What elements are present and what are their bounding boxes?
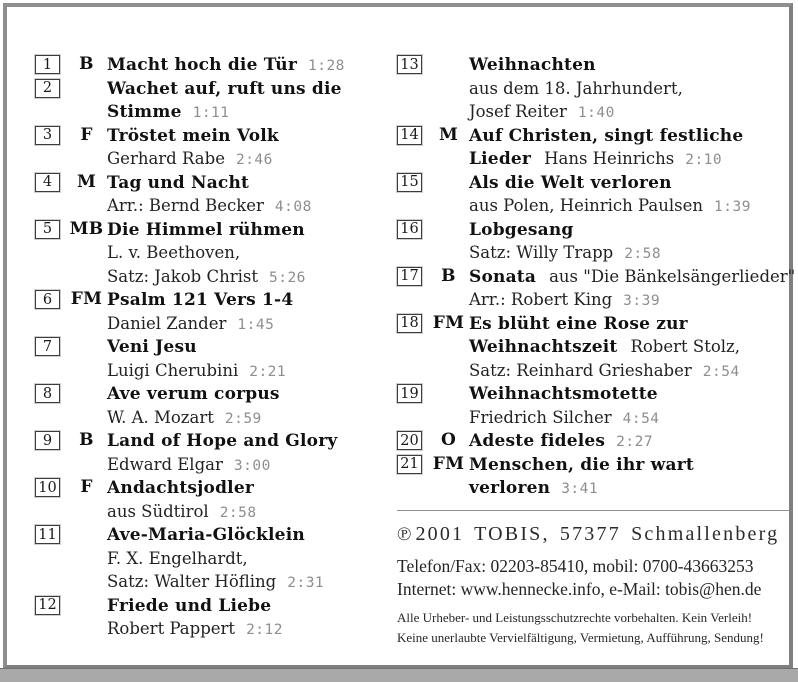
track-row xyxy=(35,523,389,594)
track-code: MB xyxy=(69,218,104,239)
track-row xyxy=(397,124,790,171)
track-number-cell xyxy=(397,453,428,500)
track-line xyxy=(469,476,790,500)
track-credit: aus dem 18. Jahrhundert, xyxy=(469,78,683,98)
track-lines xyxy=(107,77,389,124)
track-line xyxy=(469,335,790,359)
track-credit: aus "Die Bänkelsängerlieder" xyxy=(549,266,796,286)
track-number-box: 2 xyxy=(35,79,60,98)
track-lines xyxy=(469,382,790,429)
track-line xyxy=(107,265,389,289)
track-number-cell xyxy=(35,288,66,335)
track-line xyxy=(469,194,790,218)
phonogram-icon: ℗ xyxy=(397,523,412,545)
track-line xyxy=(469,241,790,265)
track-code xyxy=(66,523,107,594)
track-lines xyxy=(469,265,796,312)
track-credit: aus Südtirol xyxy=(107,501,209,521)
track-title: Psalm 121 Vers 1-4 xyxy=(107,290,294,310)
track-title: Macht hoch die Tür xyxy=(107,55,297,75)
track-title: Lieder xyxy=(469,149,532,169)
track-title: Ave verum corpus xyxy=(107,384,280,404)
track-time: 5:26 xyxy=(268,269,306,286)
track-row xyxy=(35,171,389,218)
legal-line-2: Keine unerlaubte Vervielfältigung, Vermietung, Aufführung, Sendung! xyxy=(397,630,764,645)
track-line xyxy=(107,617,389,641)
track-number-cell xyxy=(35,335,66,382)
track-time: 1:39 xyxy=(714,199,751,215)
track-title: Friede und Liebe xyxy=(107,595,272,616)
track-line xyxy=(469,312,790,336)
track-title: Es blüht eine Rose zur xyxy=(469,313,688,334)
track-title: Weihnachtsmotette xyxy=(469,384,658,404)
track-number-cell xyxy=(397,312,428,383)
track-time: 2:46 xyxy=(235,152,273,168)
track-line xyxy=(107,547,389,571)
legal-line-1: Alle Urheber- und Leistungsschutzrechte vorbehalten. Kein Verleih! xyxy=(397,609,753,625)
track-lines xyxy=(107,429,389,476)
track-lines xyxy=(107,476,389,523)
track-row xyxy=(397,171,790,218)
track-number-cell xyxy=(397,382,428,429)
track-number-box: 21 xyxy=(397,455,422,474)
track-lines xyxy=(107,288,389,335)
track-number-box: 20 xyxy=(397,431,422,450)
track-line xyxy=(107,406,389,430)
track-credit: Arr.: Robert King xyxy=(469,290,613,309)
tracklist-left-column xyxy=(35,53,389,641)
track-time: 2:54 xyxy=(702,363,740,380)
track-credit: Edward Elgar xyxy=(107,454,223,474)
track-code: M xyxy=(76,171,97,192)
track-line xyxy=(107,312,389,336)
track-lines xyxy=(107,218,389,289)
track-lines xyxy=(469,429,790,453)
track-line xyxy=(107,53,389,77)
track-number-cell xyxy=(397,171,428,218)
track-line xyxy=(107,147,389,171)
track-line xyxy=(107,241,389,265)
track-title: Die Himmel rühmen xyxy=(107,219,305,240)
track-time: 3:41 xyxy=(561,481,599,497)
track-title: Als die Welt verloren xyxy=(469,172,672,193)
track-number-box: 3 xyxy=(35,126,60,145)
track-credit: Friedrich Silcher xyxy=(469,407,612,427)
track-number-box: 16 xyxy=(397,220,422,239)
track-credit: Josef Reiter xyxy=(469,102,567,121)
track-time: 4:54 xyxy=(622,410,660,427)
track-credit: Satz: Jakob Christ xyxy=(107,266,258,286)
contact-web-line: Internet: www.hennecke.info, e-Mail: tobis@hen.de xyxy=(397,578,762,599)
track-row xyxy=(35,335,389,382)
track-code: F xyxy=(80,124,93,145)
track-number-cell xyxy=(397,429,428,453)
track-number-cell xyxy=(35,124,66,171)
track-title: Ave-Maria-Glöcklein xyxy=(107,525,305,545)
track-code: F xyxy=(80,477,93,497)
track-number-cell xyxy=(35,429,66,476)
track-credit: L. v. Beethoven, xyxy=(107,243,241,262)
track-lines xyxy=(107,335,389,382)
track-title: Stimme xyxy=(107,102,182,122)
track-credit: W. A. Mozart xyxy=(107,407,214,427)
track-credit: Arr.: Bernd Becker xyxy=(107,196,264,215)
track-code xyxy=(428,382,469,429)
track-lines xyxy=(107,523,389,594)
track-row xyxy=(397,312,790,383)
track-number-box: 18 xyxy=(397,314,422,333)
track-number-box: 17 xyxy=(397,267,422,286)
publisher-divider xyxy=(397,510,790,511)
track-time: 1:45 xyxy=(237,316,275,333)
track-row xyxy=(397,53,790,124)
track-row xyxy=(397,382,790,429)
track-number-box: 9 xyxy=(35,431,60,450)
track-line xyxy=(469,429,790,453)
track-line xyxy=(469,218,790,242)
track-number-box: 6 xyxy=(35,290,60,309)
track-title: Veni Jesu xyxy=(107,337,197,357)
track-row xyxy=(397,453,790,500)
track-title: verloren xyxy=(469,478,551,498)
track-row xyxy=(35,429,389,476)
track-code xyxy=(428,53,469,124)
track-code xyxy=(66,594,107,641)
track-time: 2:12 xyxy=(246,622,283,638)
track-code xyxy=(66,382,107,429)
track-line xyxy=(107,77,389,101)
track-lines xyxy=(107,382,389,429)
tracklist-right-column xyxy=(397,53,796,649)
track-time: 2:31 xyxy=(287,575,325,591)
track-number-box: 4 xyxy=(35,173,60,192)
track-lines xyxy=(107,53,389,77)
track-number-cell xyxy=(35,476,66,523)
track-lines xyxy=(107,594,389,641)
track-line xyxy=(469,359,790,383)
track-row xyxy=(397,429,790,453)
track-line xyxy=(107,335,389,359)
track-row xyxy=(35,77,389,124)
contact-phone-line: Telefon/Fax: 02203-85410, mobil: 0700-43663253 xyxy=(397,555,754,576)
track-number-box: 7 xyxy=(35,337,60,356)
track-time: 1:11 xyxy=(192,105,230,121)
track-row xyxy=(35,382,389,429)
track-time: 2:58 xyxy=(219,504,257,521)
track-line xyxy=(107,171,389,195)
track-title: Weihnachtszeit xyxy=(469,337,618,357)
track-code: O xyxy=(440,430,457,450)
track-line xyxy=(469,382,790,406)
track-credit: Robert Stolz, xyxy=(630,337,740,356)
track-number-box: 19 xyxy=(397,384,422,403)
track-line xyxy=(469,147,790,171)
track-title: Auf Christen, singt festliche xyxy=(469,125,744,146)
track-line xyxy=(469,124,790,148)
track-title: Weihnachten xyxy=(469,55,596,75)
cd-inlay-page xyxy=(3,3,796,669)
track-number-cell xyxy=(35,218,66,289)
track-line xyxy=(107,218,389,242)
track-line xyxy=(107,382,389,406)
track-row xyxy=(397,218,790,265)
scan-shadow-strip xyxy=(0,668,798,682)
track-number-cell xyxy=(397,53,428,124)
track-credit: Gerhard Rabe xyxy=(107,149,225,168)
track-line xyxy=(107,570,389,594)
track-credit: Hans Heinrichs xyxy=(544,149,675,168)
track-line xyxy=(469,453,790,477)
track-number-cell xyxy=(35,523,66,594)
track-number-box: 14 xyxy=(397,126,422,145)
track-line xyxy=(107,429,389,453)
track-time: 2:21 xyxy=(249,363,287,380)
track-number-box: 15 xyxy=(397,173,422,192)
track-code xyxy=(66,335,107,382)
track-row xyxy=(35,124,389,171)
track-row xyxy=(35,218,389,289)
track-time: 1:28 xyxy=(307,58,345,74)
track-number-cell xyxy=(397,218,428,265)
track-code xyxy=(428,171,469,218)
publisher-line xyxy=(397,523,790,546)
track-line xyxy=(469,288,790,312)
track-line xyxy=(107,500,389,524)
track-credit: Robert Pappert xyxy=(107,619,236,638)
track-time: 4:08 xyxy=(274,199,312,215)
track-line xyxy=(469,77,790,101)
track-title: Menschen, die ihr wart xyxy=(469,454,694,475)
track-credit: Luigi Cherubini xyxy=(107,360,239,380)
track-line xyxy=(107,476,389,500)
track-code: B xyxy=(79,430,94,450)
track-lines xyxy=(469,218,790,265)
track-number-box: 5 xyxy=(35,220,60,239)
track-title: Andachtsjodler xyxy=(107,478,254,498)
track-number-cell xyxy=(397,124,428,171)
track-code: FM xyxy=(432,453,465,474)
track-number-box: 8 xyxy=(35,384,60,403)
track-number-box: 10 xyxy=(35,478,60,497)
track-line xyxy=(107,100,389,124)
track-number-cell xyxy=(35,77,66,124)
track-number-box: 12 xyxy=(35,596,60,615)
track-row xyxy=(35,288,389,335)
track-line xyxy=(469,406,790,430)
track-credit: aus Polen, Heinrich Paulsen xyxy=(469,196,703,215)
track-number-cell xyxy=(35,171,66,218)
publisher-block xyxy=(397,510,790,649)
track-row xyxy=(35,53,389,77)
track-row xyxy=(397,265,796,312)
track-title: Lobgesang xyxy=(469,219,574,240)
track-credit: F. X. Engelhardt, xyxy=(107,548,248,568)
track-line xyxy=(107,359,389,383)
track-time: 2:59 xyxy=(224,410,262,427)
track-lines xyxy=(469,312,790,383)
track-line xyxy=(469,171,790,195)
track-line xyxy=(469,265,796,289)
track-code xyxy=(428,218,469,265)
track-lines xyxy=(469,53,790,124)
track-lines xyxy=(107,171,389,218)
track-code xyxy=(66,77,107,124)
publisher-text: 2001 TOBIS, 57377 Schmallenberg xyxy=(415,522,780,545)
track-lines xyxy=(107,124,389,171)
track-time: 2:27 xyxy=(616,434,654,450)
track-line xyxy=(107,194,389,218)
track-code: B xyxy=(441,265,456,286)
track-lines xyxy=(469,171,790,218)
track-line xyxy=(107,453,389,477)
track-credit: Satz: Walter Höfling xyxy=(107,572,277,591)
track-line xyxy=(107,523,389,547)
track-number-cell xyxy=(35,594,66,641)
track-time: 1:40 xyxy=(577,105,615,121)
track-code: M xyxy=(438,124,459,145)
track-line xyxy=(107,124,389,148)
track-number-cell xyxy=(35,382,66,429)
track-title: Tröstet mein Volk xyxy=(107,125,279,146)
track-credit: Satz: Willy Trapp xyxy=(469,243,614,262)
track-credit: Satz: Reinhard Grieshaber xyxy=(469,360,692,380)
track-lines xyxy=(469,453,790,500)
track-time: 2:58 xyxy=(624,246,662,262)
track-code: B xyxy=(79,54,94,74)
track-number-box: 13 xyxy=(397,55,422,74)
track-time: 3:00 xyxy=(233,457,271,474)
track-row xyxy=(35,594,389,641)
track-title: Sonata xyxy=(469,266,537,287)
track-code: FM xyxy=(70,289,103,309)
track-title: Wachet auf, ruft uns die xyxy=(107,78,342,99)
track-line xyxy=(107,594,389,618)
track-number-cell xyxy=(397,265,428,312)
track-title: Tag und Nacht xyxy=(107,172,250,193)
track-title: Land of Hope and Glory xyxy=(107,431,338,451)
track-number-box: 1 xyxy=(35,55,60,74)
track-title: Adeste fideles xyxy=(469,431,606,451)
track-row xyxy=(35,476,389,523)
track-credit: Daniel Zander xyxy=(107,313,227,333)
track-line xyxy=(469,53,790,77)
track-code: FM xyxy=(432,312,465,333)
track-line xyxy=(469,100,790,124)
track-time: 3:39 xyxy=(623,293,661,309)
tracklist-right-tracks xyxy=(397,53,796,500)
track-lines xyxy=(469,124,790,171)
track-time: 2:10 xyxy=(685,152,723,168)
track-number-cell xyxy=(35,53,66,77)
track-number-box: 11 xyxy=(35,525,60,544)
track-line xyxy=(107,288,389,312)
